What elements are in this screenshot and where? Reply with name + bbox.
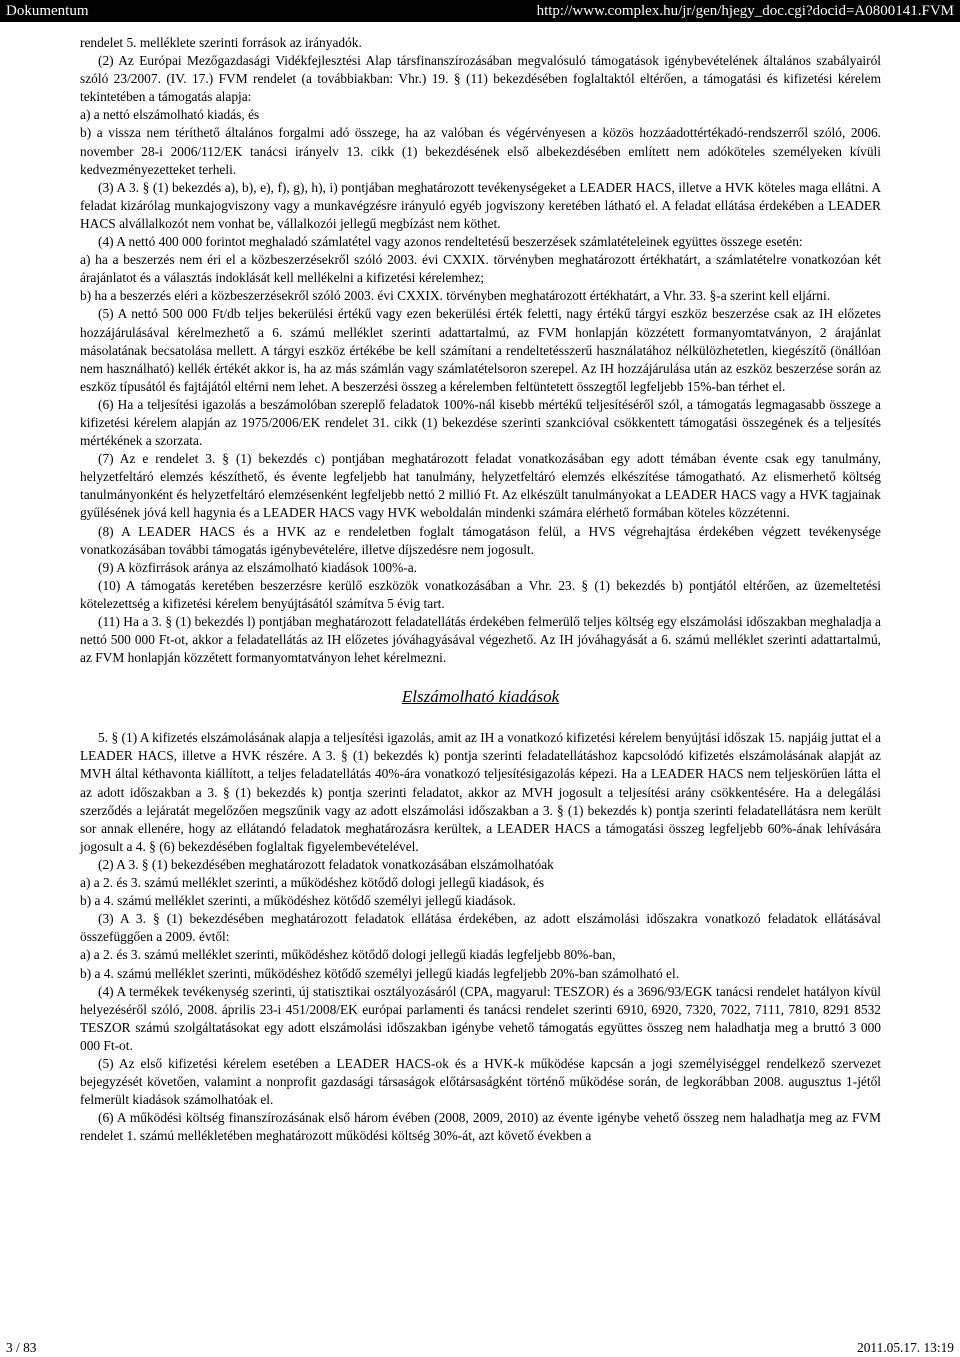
paragraph: a) a 2. és 3. számú melléklet szerinti, működéshez kötődő dologi jellegű kiadás legfeljebb 80%-ban, bbox=[80, 947, 616, 963]
paragraph: a) a 2. és 3. számú melléklet szerinti, a működéshez kötődő dologi jellegű kiadások, és bbox=[80, 875, 545, 891]
timestamp: 2011.05.17. 13:19 bbox=[857, 1340, 954, 1355]
document-body bbox=[80, 34, 881, 1145]
paragraph: (3) A 3. § (1) bekezdésében meghatározott feladatok ellátása érdekében, az adott elszámolási időszakra vonatkozó feladatok ellátásával összefüggően a 2009. évtől: bbox=[80, 911, 881, 945]
paragraph: b) a 4. számú melléklet szerinti, a működéshez kötődő személyi jellegű kiadások. bbox=[80, 893, 516, 909]
section-title: Elszámolható kiadások bbox=[401, 687, 560, 707]
header-url: http://www.complex.hu/jr/gen/hjegy_doc.cgi?docid=A0800141.FVM bbox=[536, 3, 954, 19]
paragraph: (2) A 3. § (1) bekezdésében meghatározott feladatok vonatkozásában elszámolhatóak bbox=[98, 856, 554, 872]
paragraph: (7) Az e rendelet 3. § (1) bekezdés c) pontjában meghatározott feladat vonatkozásában egy adott témában évente csak egy tanulmány, helyzetfeltáró elemzés készíthető, és évente legfeljebb hat tanulmány, helyzetfeltáró elemzés elkészítése támogatható. Az elismerhető költség tanulmányonként és helyzetfeltáró elemzésenként legfeljebb nettó 2 millió Ft. Az elkészült tanulmányokat a LEADER HACS vagy a HVK tagjainak gyűlésének jóvá kell hagynia és a LEADER HACS vagy HVK weboldalán mindenki számára elérhető formában köteles közzétenni. bbox=[80, 451, 881, 521]
paragraph: rendelet 5. melléklete szerinti források az irányadók. bbox=[80, 35, 362, 50]
paragraph: (5) A nettó 500 000 Ft/db teljes bekerülési értékű vagy ezen bekerülési érték feletti, nagy értékű tárgyi eszköz beszerzése csak az IH előzetes hozzájárulásával kérelmezhető a 6. számú melléklet szerinti adattartalmú, az FVM honlapján közzétett formanyomtatványon, 2 árajánlat másolatának becsatolása mellett. A tárgyi eszköz értékébe be kell számítani a rendeltetésszerű használatához nélkülözhetetlen, kiegészítő (önállóan nem használható) kellék értékét akkor is, ha az más számlán vagy számlatételsoron szerepel. Az IH hozzájárulása után az eszköz beszerzése során az eszköz típusától és fajtájától eltérni nem lehet. A beszerzési összeg a kérelemben feltüntetett összegtől legfeljebb 15%-ban térhet el. bbox=[80, 306, 881, 394]
paragraph: (3) A 3. § (1) bekezdés a), b), e), f), g), h), i) pontjában meghatározott tevékenységeket a LEADER HACS, illetve a HVK köteles maga ellátni. A feladat kizárólag munkajogviszony vagy a munkavégzésre irányuló egyéb jogviszony keretében látható el. A feladat ellátása érdekében a LEADER HACS alvállalkozót nem vonhat be, vállalkozói jellegű megbízást nem köthet. bbox=[80, 179, 881, 231]
paragraph: (6) A működési költség finanszírozásának első három évében (2008, 2009, 2010) az évente igénybe vehető összeg nem haladhatja meg az FVM rendelet 1. számú mellékletében meghatározott működési költség 30%-át, azt követő években a bbox=[80, 1110, 881, 1144]
paragraph: 5. § (1) A kifizetés elszámolásának alapja a teljesítési igazolás, amit az IH a vonatkozó kifizetési kérelem benyújtási időszak 15. napjáig juttat el a LEADER HACS, illetve a HVK részére. A 3. § (1) bekezdés k) pontja szerinti feladatellátáshoz kapcsolódó kifizetés elszámolásának alapját az MVH által kéthavonta kiállított, a teljes feladatellátás 40%-ára vonatkozó teljesítésigazolás képezi. Ha a LEADER HACS nem teljeskörűen látta el az adott időszakban a 3. § (1) bekezdés k) pontja szerinti feladatot, akkor az MVH jogosult a teljesítési arány csökkentésére. Ha a delegálási szerződés a lejáratát megelőzően megszűnik vagy az adott elszámolási időszakban a 3. § (1) bekezdés k) pontja szerinti feladatellátásra nem került sor annak ellenére, hogy az ellátandó feladatok meghatározásra kerültek, a LEADER HACS a támogatási összeg legfeljebb 60%-ának lehívására jogosult a 4. § (6) bekezdésében foglaltak figyelembevételével. bbox=[80, 730, 881, 854]
paragraph: (6) Ha a teljesítési igazolás a beszámolóban szereplő feladatok 100%-nál kisebb mértékű teljesítéséről szól, a támogatás legmagasabb összege a kifizetési kérelem alapján az 1975/2006/EK rendelet 31. cikk (1) bekezdése szerinti szankcióval csökkentett támogatási összegének és a teljesítés mértékének a szorzata. bbox=[80, 396, 881, 449]
paragraph: (10) A támogatás keretében beszerzésre kerülő eszközök vonatkozásában a Vhr. 23. § (1) bekezdés b) pontjától eltérően, az üzemeltetési kötelezettség a kifizetési kérelem benyújtásától számítva 5 évig tart. bbox=[80, 577, 881, 611]
footer-bar bbox=[0, 1338, 960, 1357]
paragraph: (2) Az Európai Mezőgazdasági Vidékfejlesztési Alap társfinanszírozásában megvalósuló támogatások igénybevételének általános szabályairól szóló 23/2007. (IV. 17.) FVM rendelet (a továbbiakban: Vhr.) 19. § (11) bekezdésében foglaltaktól eltérően, a támogatási és kifizetési kérelem tekintetében a támogatás alapja: bbox=[80, 53, 881, 105]
paragraph: b) a vissza nem téríthető általános forgalmi adó összege, ha az valóban és végérvényesen a közös hozzáadottértékadó-rendszerről szóló, 2006. november 28-i 2006/112/EK tanácsi irányelv 13. cikk (1) bekezdésének első albekezdésében említett nem adóköteles személyeken kívüli kedvezményezetteket terheli. bbox=[80, 125, 881, 177]
paragraph: (4) A termékek tevékenység szerinti, új statisztikai osztályozásáról (CPA, magyarul: TESZOR) és a 3696/93/EGK tanácsi rendelet hatályon kívül helyezéséről szóló, 2008. április 23-i 451/2008/EK európai parlamenti és tanácsi rendelet szerinti 6910, 6920, 7320, 7022, 7111, 7810, 8291 8532 TESZOR számú szolgáltatásokat egy adott elszámolási időszakban igénybe vehető támogatás együttes összeg nem haladhatja meg a bruttó 3 000 000 Ft-ot. bbox=[80, 983, 881, 1053]
paragraph: (5) Az első kifizetési kérelem esetében a LEADER HACS-ok és a HVK-k működése kapcsán a jogi személyiséggel rendelkező szervezet bejegyzését követően, valamint a nonprofit gazdasági társaságok előtársaságként történő működése során, de legkorábban 2008. augusztus 1-jétől felmerült kiadások számolhatóak el. bbox=[80, 1055, 881, 1108]
header-bar bbox=[0, 0, 960, 22]
paragraph: a) ha a beszerzés nem éri el a közbeszerzésekről szóló 2003. évi CXXIX. törvényben meghatározott értékhatárt, a számlatételre vonatkozóan két árajánlatot és a választás indoklását kell mellékelni a kifizetési kérelemhez; bbox=[80, 252, 881, 286]
paragraph: (4) A nettó 400 000 forintot meghaladó számlatétel vagy azonos rendeltetésű beszerzések számlatételeinek együttes összege esetén: bbox=[98, 234, 803, 250]
header-title: Dokumentum bbox=[6, 3, 89, 19]
paragraph: b) a 4. számú melléklet szerinti, működéshez kötődő személyi jellegű kiadás legfeljebb 20%-ban számolható el. bbox=[80, 965, 680, 981]
paragraph: (9) A közfirrások aránya az elszámolható kiadások 100%-a. bbox=[98, 559, 418, 575]
paragraph: b) ha a beszerzés eléri a közbeszerzésekről szóló 2003. évi CXXIX. törvényben meghatározott értékhatárt, a Vhr. 33. §-a szerint kell eljárni. bbox=[80, 288, 831, 304]
paragraph: (11) Ha a 3. § (1) bekezdés l) pontjában meghatározott feladatellátás érdekében felmerülő teljes költség egy elszámolási időszakban meghaladja a nettó 500 000 Ft-ot, akkor a feladatellátás az IH előzetes jóváhagyásával végezhető. Az IH jóváhagyását a 6. számú melléklet szerinti adattartalmú, az FVM honlapján közzétett formanyomtatványon lehet kérelmezni. bbox=[80, 614, 881, 666]
paragraph: (8) A LEADER HACS és a HVK az e rendeletben foglalt támogatáson felül, a HVS végrehajtása érdekében végzett tevékenysége vonatkozásában további támogatás igénybevételére, illetve díjszedésre nem jogosult. bbox=[80, 523, 881, 557]
page-number: 3 / 83 bbox=[6, 1340, 37, 1355]
paragraph: a) a nettó elszámolható kiadás, és bbox=[80, 107, 260, 123]
